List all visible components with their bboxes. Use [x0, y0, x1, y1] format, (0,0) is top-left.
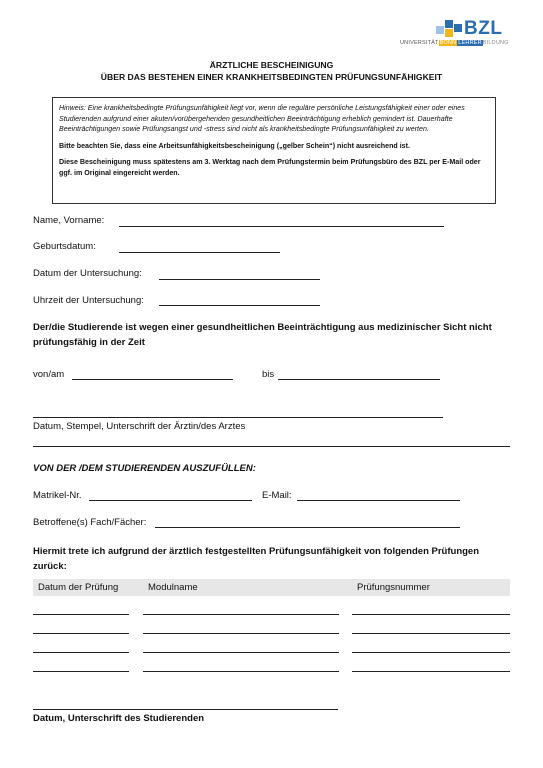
from-date-field[interactable] — [72, 379, 233, 380]
exam-time-field[interactable] — [159, 305, 320, 306]
doctor-signature-label: Datum, Stempel, Unterschrift der Ärztin/des Arztes — [33, 421, 246, 432]
section-divider — [33, 446, 510, 447]
name-label: Name, Vorname: — [33, 215, 105, 226]
table-row-4-date[interactable] — [33, 671, 129, 672]
student-section-heading: VON DER /DEM STUDIERENDEN AUSZUFÜLLEN: — [33, 463, 256, 474]
table-row-4-module[interactable] — [143, 671, 339, 672]
name-field[interactable] — [119, 226, 444, 227]
table-row-2-number[interactable] — [352, 633, 510, 634]
bzl-logo-text: BZL — [464, 18, 503, 39]
bzl-logo-squares-icon — [436, 20, 462, 38]
withdrawal-statement: Hiermit trete ich aufgrund der ärztlich festgestellten Prüfungsunfähigkeit von folgenden Prüfungen zurück: — [33, 546, 480, 572]
notice-note-deadline: Diese Bescheinigung muss spätestens am 3. Werktag nach dem Prüfungstermin beim Prüfungsbüro des BZL per E-Mail oder ggf. im Original eingereicht werden. — [59, 158, 481, 177]
table-row-3-module[interactable] — [143, 652, 339, 653]
table-row-3-date[interactable] — [33, 652, 129, 653]
incapacity-statement: Der/die Studierende ist wegen einer gesundheitlichen Beeinträchtigung aus medizinischer Sicht nicht prüfungsfähig in der Zeit — [33, 322, 492, 348]
student-signature-field[interactable] — [33, 709, 338, 710]
birthdate-field[interactable] — [119, 252, 280, 253]
col-exam-number: Prüfungsnummer — [357, 582, 430, 593]
notice-box — [52, 97, 496, 204]
table-row-1-number[interactable] — [352, 614, 510, 615]
exam-time-label: Uhrzeit der Untersuchung: — [33, 295, 144, 306]
exam-table-header — [33, 579, 510, 596]
col-module-name: Modulname — [148, 582, 198, 593]
table-row-2-module[interactable] — [143, 633, 339, 634]
table-row-2-date[interactable] — [33, 633, 129, 634]
table-row-3-number[interactable] — [352, 652, 510, 653]
doctor-signature-field[interactable] — [33, 417, 443, 418]
subjects-label: Betroffene(s) Fach/Fächer: — [33, 517, 147, 528]
document-subtitle: ÜBER DAS BESTEHEN EINER KRANKHEITSBEDINGTEN PRÜFUNGSUNFÄHIGKEIT — [100, 72, 443, 82]
notice-hint: Hinweis: Eine krankheitsbedingte Prüfungsunfähigkeit liegt vor, wenn die reguläre persönliche Leistungsfähigkeit einer oder eines Studierenden aufgrund einer akuten/vorübergehenden gesundheitlichen Beeinträchtigung erheblich gemindert ist. Dauerhafte Beeinträchtigungen sowie Prüfungsangst und -stress sind nicht als krankheitsbedingte Prüfungsunfähigkeit zu werten. — [59, 104, 465, 134]
from-label: von/am — [33, 369, 65, 380]
to-date-field[interactable] — [278, 379, 440, 380]
matrikel-label: Matrikel-Nr. — [33, 490, 82, 501]
table-row-1-module[interactable] — [143, 614, 339, 615]
email-field[interactable] — [297, 500, 460, 501]
subjects-field[interactable] — [155, 527, 460, 528]
matrikel-field[interactable] — [89, 500, 252, 501]
col-exam-date: Datum der Prüfung — [38, 582, 119, 593]
birthdate-label: Geburtsdatum: — [33, 241, 96, 252]
to-label: bis — [262, 369, 275, 380]
exam-date-label: Datum der Untersuchung: — [33, 268, 142, 279]
notice-note-yellow-slip: Bitte beachten Sie, dass eine Arbeitsunfähigkeitsbescheinigung („gelber Schein“) nicht ausreichend ist. — [59, 141, 410, 150]
table-row-1-date[interactable] — [33, 614, 129, 615]
table-row-4-number[interactable] — [352, 671, 510, 672]
exam-date-field[interactable] — [159, 279, 320, 280]
email-label: E-Mail: — [262, 490, 292, 501]
student-signature-label: Datum, Unterschrift des Studierenden — [33, 713, 205, 724]
document-title: ÄRZTLICHE BESCHEINIGUNG — [209, 60, 334, 70]
bzl-logo-subtitle: UNIVERSITÄTBONN LEHRERBILDUNG — [400, 40, 509, 46]
